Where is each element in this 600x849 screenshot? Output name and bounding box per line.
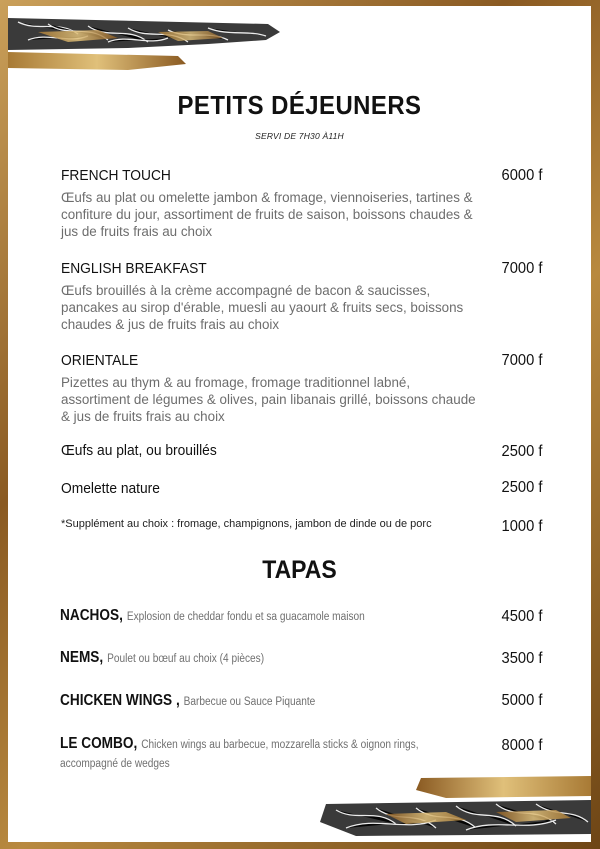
tapas-item (60, 607, 365, 625)
menu-item-name: Omelette nature (61, 480, 160, 497)
breakfast-section-title: PETITS DÉJEUNERS (177, 90, 422, 120)
tapas-item-price: 4500 f (501, 608, 542, 625)
tapas-item-name: NACHOS, (60, 607, 123, 624)
bottom-decorative-brushstroke (316, 774, 591, 842)
tapas-item (60, 649, 264, 667)
tapas-item-description: Chicken wings au barbecue, mozzarella sticks & oignon rings, accompagné de wedges (60, 739, 419, 770)
menu-item-price: 6000 f (501, 167, 542, 184)
menu-page (8, 6, 591, 842)
tapas-item (60, 692, 315, 710)
menu-item-name: ORIENTALE (61, 352, 139, 369)
tapas-item-description: Barbecue ou Sauce Piquante (183, 696, 316, 708)
supplement-note: *Supplément au choix : fromage, champignons, jambon de dinde ou de porc (61, 518, 432, 530)
supplement-price: 1000 f (501, 518, 542, 535)
menu-item-price: 2500 f (501, 479, 542, 496)
tapas-item-name: LE COMBO, (60, 735, 138, 752)
tapas-item-price: 3500 f (501, 650, 542, 667)
menu-item-name: ENGLISH BREAKFAST (61, 260, 207, 277)
menu-item-price: 7000 f (501, 352, 542, 369)
menu-item-description: Œufs brouillés à la crème accompagné de bacon & saucisses, pancakes au sirop d'érable, muesli au yaourt & fruits secs, boissons chaudes & jus de fruits frais au choix (61, 283, 464, 332)
menu-item-name: FRENCH TOUCH (61, 167, 171, 184)
breakfast-serving-hours: SERVI DE 7H30 À11H (255, 131, 344, 141)
tapas-section-title: TAPAS (262, 556, 337, 584)
tapas-item-price: 5000 f (501, 692, 542, 709)
tapas-item-name: CHICKEN WINGS , (60, 692, 180, 709)
top-decorative-brushstroke (8, 10, 288, 76)
tapas-item-name: NEMS, (60, 649, 104, 666)
tapas-item-price: 8000 f (501, 737, 542, 754)
menu-item-price: 2500 f (501, 443, 542, 460)
menu-item-description: Œufs au plat ou omelette jambon & fromage, viennoiseries, tartines & confiture du jour, assortiment de fruits de saison, boissons chaudes & jus de fruits frais au choix (61, 190, 473, 239)
tapas-item (60, 735, 447, 773)
menu-item-name: Œufs au plat, ou brouillés (61, 442, 217, 459)
tapas-item-description: Explosion de cheddar fondu et sa guacamole maison (126, 611, 365, 623)
menu-item-description: Pizettes au thym & au fromage, fromage traditionnel labné, assortiment de légumes & olives, pain libanais grillé, boissons chaude & jus de fruits frais au choix (61, 375, 476, 424)
tapas-item-description: Poulet ou bœuf au choix (4 pièces) (107, 653, 265, 665)
menu-item-price: 7000 f (501, 260, 542, 277)
